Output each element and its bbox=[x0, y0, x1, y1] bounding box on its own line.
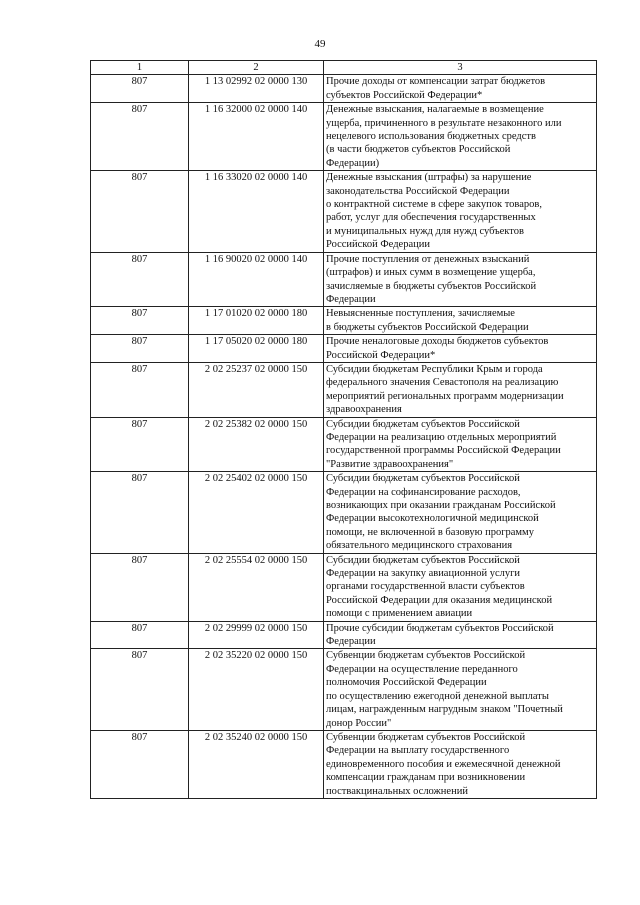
table-row bbox=[91, 730, 597, 798]
budget-code-cell: 2 02 25402 02 0000 150 bbox=[189, 472, 324, 553]
revenue-name-cell: Невыясненные поступления, зачисляемые в бюджеты субъектов Российской Федерации bbox=[324, 307, 597, 335]
revenue-name-cell: Прочие неналоговые доходы бюджетов субъектов Российской Федерации* bbox=[324, 335, 597, 363]
budget-code-cell: 2 02 25237 02 0000 150 bbox=[189, 362, 324, 417]
budget-code-cell: 1 17 01020 02 0000 180 bbox=[189, 307, 324, 335]
budget-code-cell: 1 13 02992 02 0000 130 bbox=[189, 75, 324, 103]
table-row bbox=[91, 307, 597, 335]
table-row bbox=[91, 621, 597, 649]
revenue-name-cell: Прочие доходы от компенсации затрат бюджетов субъектов Российской Федерации* bbox=[324, 75, 597, 103]
table-row bbox=[91, 649, 597, 730]
column-header-3: 3 bbox=[324, 61, 597, 75]
table-row bbox=[91, 553, 597, 621]
table-row bbox=[91, 417, 597, 472]
admin-code-cell: 807 bbox=[91, 472, 189, 553]
admin-code-cell: 807 bbox=[91, 362, 189, 417]
revenue-name-cell: Субсидии бюджетам субъектов Российской Федерации на реализацию отдельных мероприятий государственной программы Российской Федерации "Развитие здравоохранения" bbox=[324, 417, 597, 472]
column-header-2: 2 bbox=[189, 61, 324, 75]
admin-code-cell: 807 bbox=[91, 649, 189, 730]
admin-code-cell: 807 bbox=[91, 75, 189, 103]
revenue-name-cell: Субсидии бюджетам субъектов Российской Федерации на софинансирование расходов, возникающих при оказании гражданам Российской Федерации высокотехнологичной медицинской помощи, не включенной в базовую программу обязательного медицинского страхования bbox=[324, 472, 597, 553]
budget-code-cell: 2 02 25382 02 0000 150 bbox=[189, 417, 324, 472]
revenue-name-cell: Прочие поступления от денежных взысканий (штрафов) и иных сумм в возмещение ущерба, зачисляемые в бюджеты субъектов Российской Федерации bbox=[324, 252, 597, 307]
table-row bbox=[91, 362, 597, 417]
admin-code-cell: 807 bbox=[91, 103, 189, 171]
table-row bbox=[91, 103, 597, 171]
admin-code-cell: 807 bbox=[91, 307, 189, 335]
admin-code-cell: 807 bbox=[91, 417, 189, 472]
budget-code-cell: 2 02 35220 02 0000 150 bbox=[189, 649, 324, 730]
admin-code-cell: 807 bbox=[91, 553, 189, 621]
budget-code-cell: 1 17 05020 02 0000 180 bbox=[189, 335, 324, 363]
budget-code-cell: 2 02 35240 02 0000 150 bbox=[189, 730, 324, 798]
budget-code-cell: 1 16 90020 02 0000 140 bbox=[189, 252, 324, 307]
revenue-name-cell: Денежные взыскания, налагаемые в возмещение ущерба, причиненного в результате незаконного или нецелевого использования бюджетных средств (в части бюджетов субъектов Российской Федерации) bbox=[324, 103, 597, 171]
revenue-name-cell: Прочие субсидии бюджетам субъектов Российской Федерации bbox=[324, 621, 597, 649]
revenue-name-cell: Денежные взыскания (штрафы) за нарушение законодательства Российской Федерации о контрактной системе в сфере закупок товаров, работ, услуг для обеспечения государственных и муниципальных нужд для нужд субъектов Российской Федерации bbox=[324, 171, 597, 252]
column-header-1: 1 bbox=[91, 61, 189, 75]
header-row bbox=[91, 61, 597, 75]
budget-code-cell: 1 16 32000 02 0000 140 bbox=[189, 103, 324, 171]
budget-code-cell: 2 02 25554 02 0000 150 bbox=[189, 553, 324, 621]
admin-code-cell: 807 bbox=[91, 252, 189, 307]
table-row bbox=[91, 472, 597, 553]
table-row bbox=[91, 75, 597, 103]
budget-code-cell: 1 16 33020 02 0000 140 bbox=[189, 171, 324, 252]
table-row bbox=[91, 252, 597, 307]
budget-codes-table bbox=[90, 60, 597, 799]
revenue-name-cell: Субвенции бюджетам субъектов Российской Федерации на выплату государственного единовременного пособия и ежемесячной денежной компенсации гражданам при возникновении поствакцинальных осложнений bbox=[324, 730, 597, 798]
page-number: 49 bbox=[314, 38, 326, 50]
admin-code-cell: 807 bbox=[91, 335, 189, 363]
revenue-name-cell: Субсидии бюджетам Республики Крым и города федерального значения Севастополя на реализацию мероприятий региональных программ модернизации здравоохранения bbox=[324, 362, 597, 417]
admin-code-cell: 807 bbox=[91, 171, 189, 252]
table-row bbox=[91, 335, 597, 363]
table-row bbox=[91, 171, 597, 252]
admin-code-cell: 807 bbox=[91, 730, 189, 798]
revenue-name-cell: Субсидии бюджетам субъектов Российской Федерации на закупку авиационной услуги органами государственной власти субъектов Российской Федерации для оказания медицинской помощи с применением авиации bbox=[324, 553, 597, 621]
admin-code-cell: 807 bbox=[91, 621, 189, 649]
budget-code-cell: 2 02 29999 02 0000 150 bbox=[189, 621, 324, 649]
revenue-name-cell: Субвенции бюджетам субъектов Российской Федерации на осуществление переданного полномочия Российской Федерации по осуществлению ежегодной денежной выплаты лицам, награжденным нагрудным знаком "Почетный донор России" bbox=[324, 649, 597, 730]
